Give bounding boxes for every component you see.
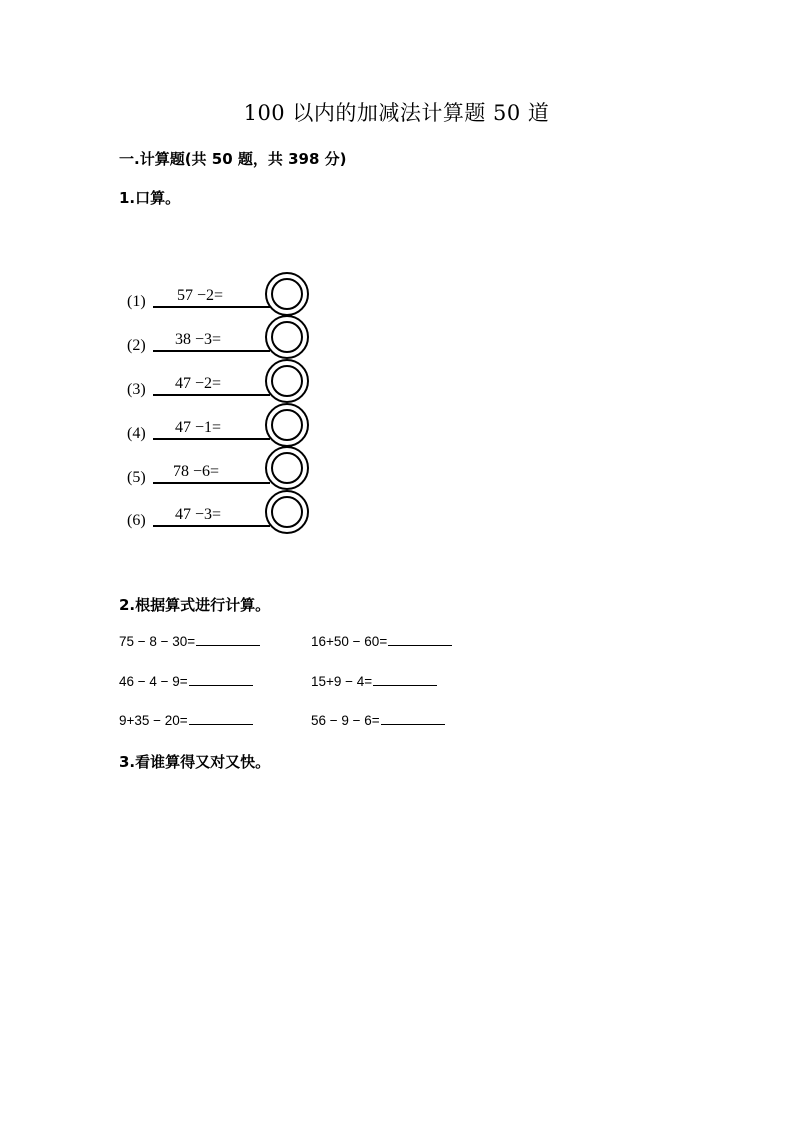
answer-blank[interactable]	[381, 712, 445, 725]
question-3-heading: 3.看谁算得又对又快。	[119, 753, 271, 771]
oral-item-2	[127, 316, 308, 358]
oral-item-3	[127, 360, 308, 402]
calc-item-1	[119, 633, 260, 649]
oral-item-label: (3)	[127, 381, 146, 398]
answer-circle-inner[interactable]	[272, 410, 302, 440]
question-1-heading: 1.口算。	[119, 189, 181, 207]
oral-item-label: (2)	[127, 337, 146, 354]
oral-item-expression: 78 −6=	[173, 463, 220, 480]
calc-expression: 15+9 − 4=	[311, 674, 373, 689]
calc-item-6	[311, 712, 445, 728]
calc-item-2	[311, 633, 452, 649]
oral-item-1	[127, 273, 308, 315]
calc-expression: 9+35 − 20=	[119, 713, 188, 728]
oral-arithmetic-figure	[118, 262, 328, 542]
calc-item-5	[119, 712, 253, 728]
question-2-heading: 2.根据算式进行计算。	[119, 596, 271, 614]
answer-blank[interactable]	[388, 633, 452, 646]
answer-circle-inner[interactable]	[272, 322, 302, 352]
answer-circle-inner[interactable]	[272, 453, 302, 483]
answer-circle-inner[interactable]	[272, 497, 302, 527]
answer-blank[interactable]	[196, 633, 260, 646]
answer-blank[interactable]	[373, 673, 437, 686]
page-title: 100 以内的加减法计算题 50 道	[243, 101, 550, 125]
answer-blank[interactable]	[189, 673, 253, 686]
calc-item-3	[119, 673, 253, 689]
oral-item-expression: 47 −1=	[175, 419, 222, 436]
answer-blank[interactable]	[189, 712, 253, 725]
calc-expression: 16+50 − 60=	[311, 634, 388, 649]
calc-expression: 56 − 9 − 6=	[311, 713, 380, 728]
oral-item-expression: 38 −3=	[175, 331, 222, 348]
oral-item-5	[127, 447, 308, 489]
answer-circle-inner[interactable]	[272, 279, 302, 309]
oral-item-4	[127, 404, 308, 446]
oral-item-label: (4)	[127, 425, 146, 442]
section-heading: 一.计算题(共 50 题，共 398 分)	[119, 150, 347, 168]
oral-item-expression: 47 −3=	[175, 506, 222, 523]
answer-circle-inner[interactable]	[272, 366, 302, 396]
oral-item-label: (1)	[127, 293, 146, 310]
calc-item-4	[311, 673, 437, 689]
oral-item-label: (6)	[127, 512, 146, 529]
calc-expression: 75 − 8 − 30=	[119, 634, 196, 649]
oral-item-6	[127, 491, 308, 533]
oral-item-expression: 57 −2=	[177, 287, 224, 304]
oral-item-label: (5)	[127, 469, 146, 486]
calc-expression: 46 − 4 − 9=	[119, 674, 188, 689]
oral-item-expression: 47 −2=	[175, 375, 222, 392]
